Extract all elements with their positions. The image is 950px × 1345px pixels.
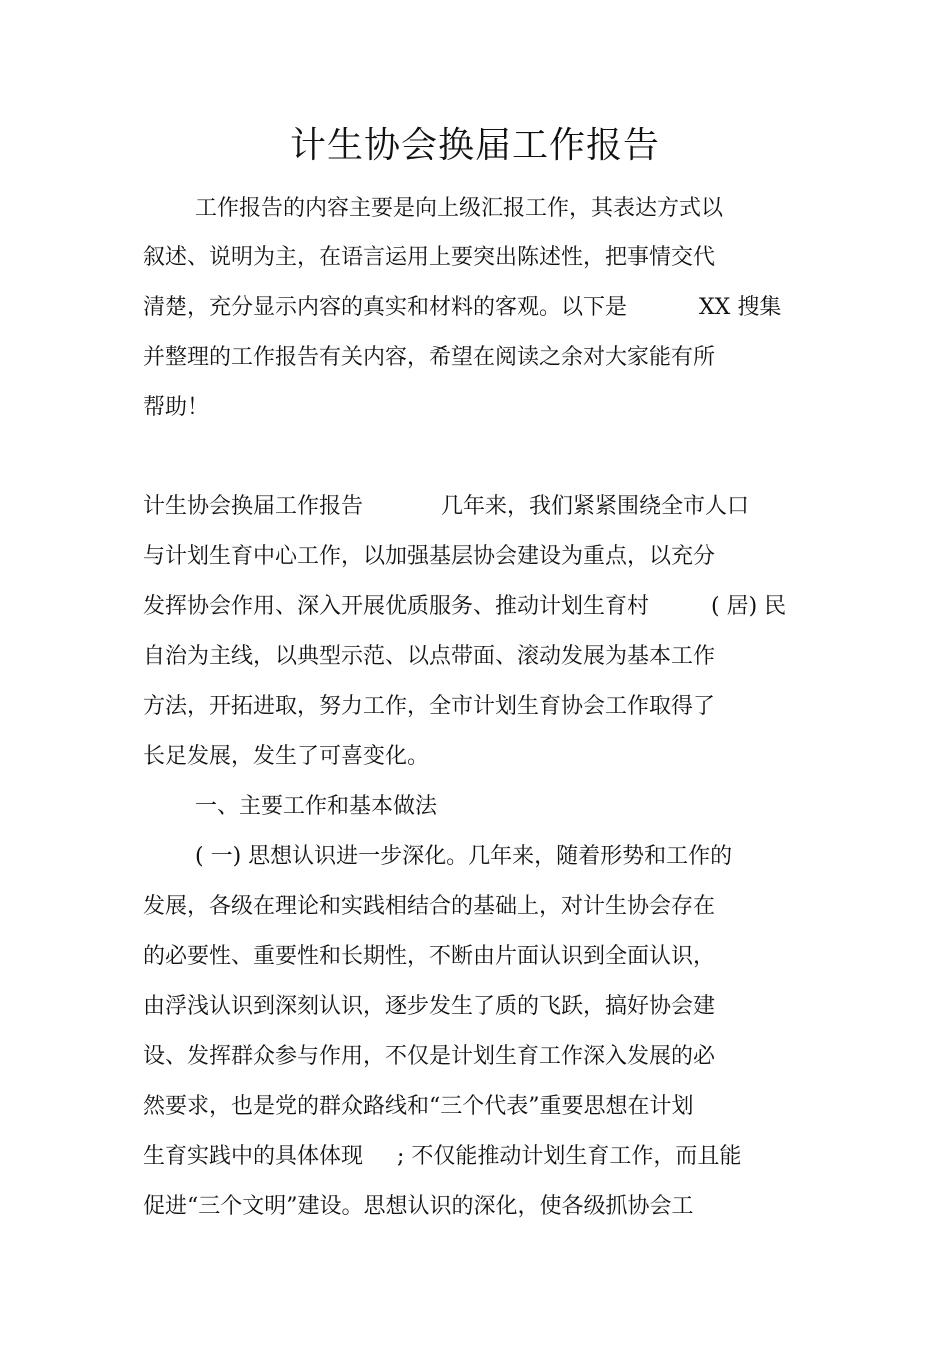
intro-line-4: 并整理的工作报告有关内容，希望在阅读之余对大家能有所 xyxy=(143,345,716,370)
body-line-2: 与计划生育中心工作，以加强基层协会建设为重点，以充分 xyxy=(143,544,716,569)
intro-line-2: 叙述、说明为主，在语言运用上要突出陈述性，把事情交代 xyxy=(143,245,716,270)
body-line-3 xyxy=(143,591,786,623)
para-line-3: 的必要性、重要性和长期性，不断由片面认识到全面认识， xyxy=(143,944,716,969)
intro-line-3 xyxy=(143,292,781,324)
body-line-6: 长足发展，发生了可喜变化。 xyxy=(143,744,430,769)
body-line-3-tail: ( 居) 民 xyxy=(711,594,787,619)
body-line-4: 自治为主线，以典型示范、以点带面、滚动发展为基本工作 xyxy=(143,644,716,669)
document-title: 计生协会换届工作报告 xyxy=(289,125,660,166)
intro-line-3-text: 清楚，充分显示内容的真实和材料的客观。以下是 xyxy=(143,295,628,320)
intro-line-1: 工作报告的内容主要是向上级汇报工作，其表达方式以 xyxy=(195,196,724,221)
para-line-8: 促进“三个文明”建设。思想认识的深化，使各级抓协会工 xyxy=(143,1194,694,1219)
para-line-7 xyxy=(143,1141,741,1173)
body-line-3-text: 发挥协会作用、深入开展优质服务、推动计划生育村 xyxy=(143,594,650,619)
para-line-4: 由浮浅认识到深刻认识，逐步发生了质的飞跃，搞好协会建 xyxy=(143,994,716,1019)
subheading-main-work: 一、主要工作和基本做法 xyxy=(195,794,438,819)
intro-line-5: 帮助！ xyxy=(143,395,210,420)
body-line-5: 方法，开拓进取，努力工作，全市计划生育协会工作取得了 xyxy=(143,694,716,719)
section-heading: 计生协会换届工作报告 xyxy=(143,494,364,519)
para-line-7-text: 生育实践中的具体体现 xyxy=(143,1144,364,1169)
para-line-7-tail: ; 不仅能推动计划生育工作，而且能 xyxy=(397,1144,742,1169)
intro-line-3-tail: XX 搜集 xyxy=(699,295,782,320)
para-line-1: ( 一) 思想认识进一步深化。几年来，随着形势和工作的 xyxy=(195,844,733,869)
para-line-6: 然要求，也是党的群众路线和“三个代表”重要思想在计划 xyxy=(143,1094,694,1119)
para-line-5: 设、发挥群众参与作用，不仅是计划生育工作深入发展的必 xyxy=(143,1044,716,1069)
para-line-2: 发展，各级在理论和实践相结合的基础上，对计生协会存在 xyxy=(143,894,716,919)
body-line-1 xyxy=(143,491,749,523)
body-line-1-text: 几年来，我们紧紧围绕全市人口 xyxy=(441,494,750,519)
